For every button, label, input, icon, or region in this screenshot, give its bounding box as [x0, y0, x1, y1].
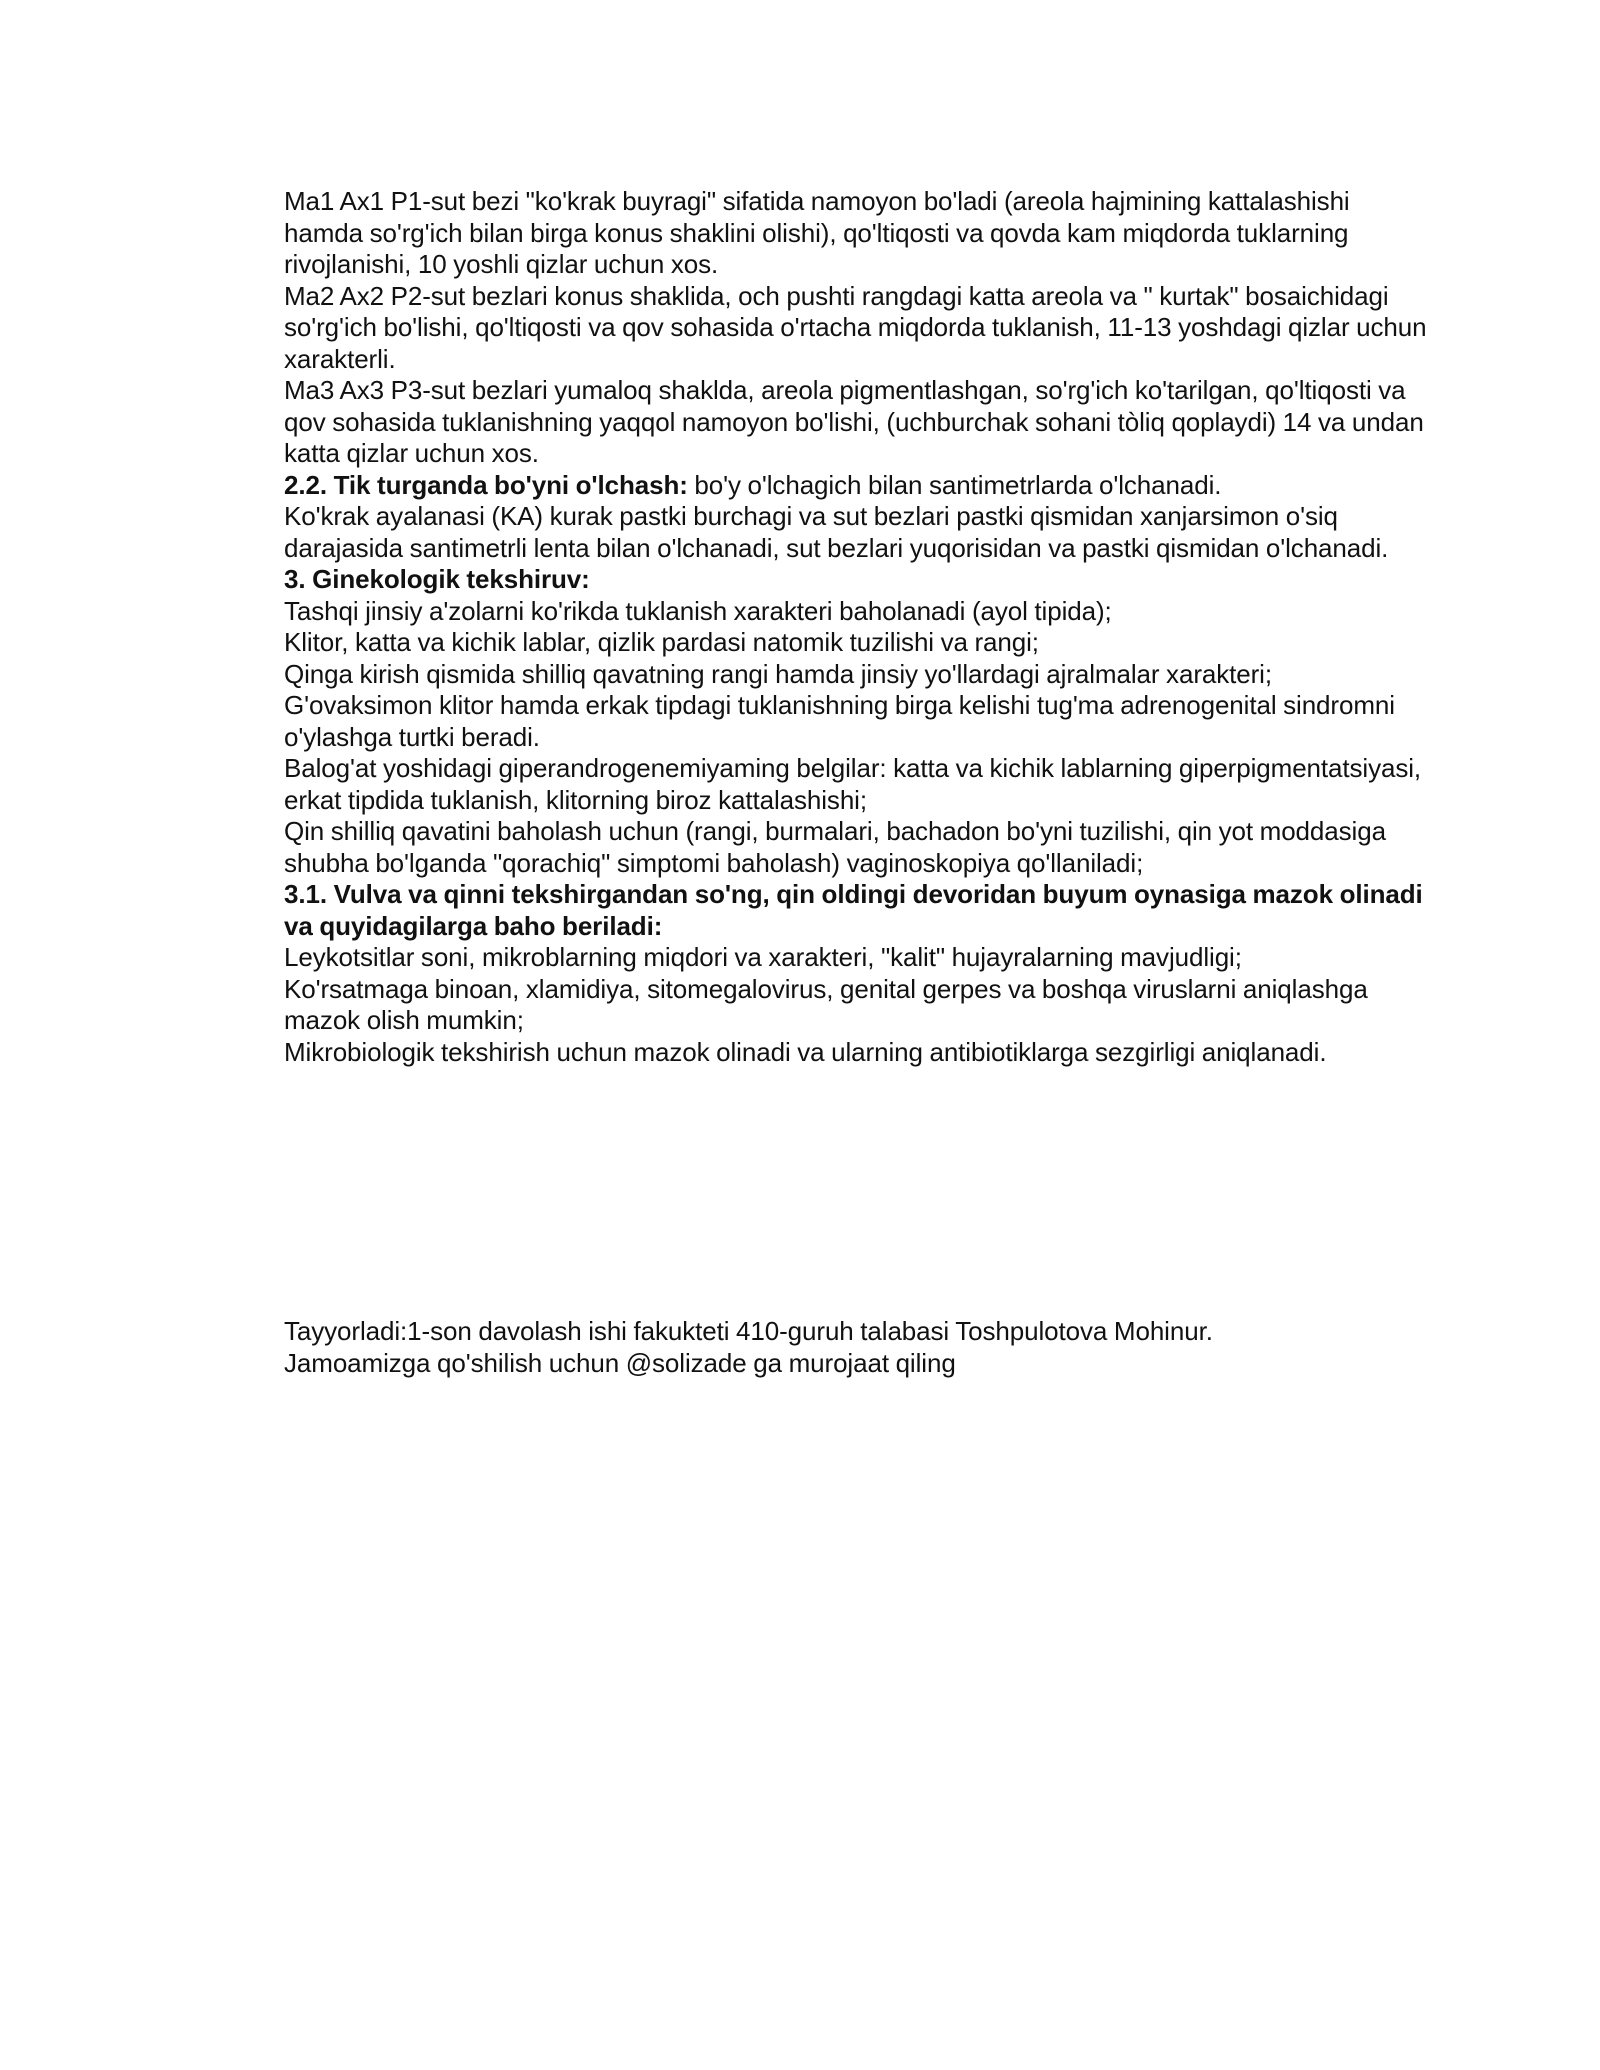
section-3-1-item: Mikrobiologik tekshirish uchun mazok olinadi va ularning antibiotiklarga sezgirligi aniqlanadi. — [284, 1036, 1327, 1067]
section-3-heading: 3. Ginekologik tekshiruv: — [284, 564, 590, 594]
section-3-1-item: Leykotsitlar soni, mikroblarning miqdori va xarakteri, "kalit" hujayralarning mavjudligi; — [284, 942, 1242, 972]
section-3-item: Balog'at yoshidagi giperandrogenemiyaming belgilar: katta va kichik lablarning giperpigmentatsiyasi, erkat tipdida tuklanish, klitorning biroz kattalashishi; — [284, 753, 1422, 815]
join-line: Jamoamizga qo'shilish uchun @solizade ga murojaat qiling — [284, 1347, 956, 1378]
section-3-item: Qin shilliq qavatini baholash uchun (rangi, burmalari, bachadon bo'yni tuzilishi, qin yot moddasiga shubha bo'lganda "qorachiq" simptomi baholash) vaginoskopiya qo'llaniladi; — [284, 816, 1386, 878]
section-3-item: Tashqi jinsiy a'zolarni ko'rikda tuklanish xarakteri baholanadi (ayol tipida); — [284, 595, 1112, 626]
section-3-item: Qinga kirish qismida shilliq qavatning rangi hamda jinsiy yo'llardagi ajralmalar xarakteri; — [284, 658, 1272, 689]
section-3-1-item: Ko'rsatmaga binoan, xlamidiya, sitomegalovirus, genital gerpes va boshqa viruslarni aniqlashga mazok olish mumkin; — [284, 973, 1368, 1035]
document-footer — [284, 1316, 1434, 1379]
section-2-2 — [284, 470, 1434, 502]
section-3-1-heading: 3.1. Vulva va qinni tekshirgandan so'ng, qin oldingi devoridan buyum oynasiga mazok olinadi va quyidagilarga baho beriladi: — [284, 879, 1423, 941]
document-body — [284, 186, 1434, 1068]
paragraph-ma1: Ma1 Ax1 P1-sut bezi "ko'krak buyragi" sifatida namoyon bo'ladi (areola hajmining kattalashishi hamda so'rg'ich bilan birga konus shaklini olishi), qo'ltiqosti va qovda kam miqdorda tuklarning rivojlanishi, 10 yoshli qizlar uchun xos. — [284, 186, 1350, 279]
section-3-item: Klitor, katta va kichik lablar, qizlik pardasi natomik tuzilishi va rangi; — [284, 627, 1039, 657]
paragraph-ma2: Ma2 Ax2 P2-sut bezlari konus shaklida, och pushti rangdagi katta areola va " kurtak" bosaichidagi so'rg'ich bo'lishi, qo'ltiqosti va qov sohasida o'rtacha miqdorda tuklanish, 11-13 yoshdagi qizlar uchun xarakterli. — [284, 280, 1427, 374]
section-3-item: G'ovaksimon klitor hamda erkak tipdagi tuklanishning birga kelishi tug'ma adrenogenital sindromni o'ylashga turtki beradi. — [284, 690, 1395, 752]
author-line: Tayyorladi:1-son davolash ishi fakukteti 410-guruh talabasi Toshpulotova Mohinur. — [284, 1316, 1213, 1346]
paragraph-ka: Ko'krak ayalanasi (KA) kurak pastki burchagi va sut bezlari pastki qismidan xanjarsimon o'siq darajasida santimetrli lenta bilan o'lchanadi, sut bezlari yuqorisidan va pastki qismidan o'lchanadi. — [284, 501, 1389, 563]
section-2-2-heading: 2.2. Tik turganda bo'yni o'lchash: — [284, 469, 688, 500]
paragraph-ma3: Ma3 Ax3 P3-sut bezlari yumaloq shaklda, areola pigmentlashgan, so'rg'ich ko'tarilgan, qo'ltiqosti va qov sohasida tuklanishning yaqqol namoyon bo'lishi, (uchburchak sohani tòliq qoplaydi) 14 va undan katta qizlar uchun xos. — [284, 375, 1424, 468]
section-2-2-text: bo'y o'lchagich bilan santimetrlarda o'lchanadi. — [687, 469, 1222, 500]
